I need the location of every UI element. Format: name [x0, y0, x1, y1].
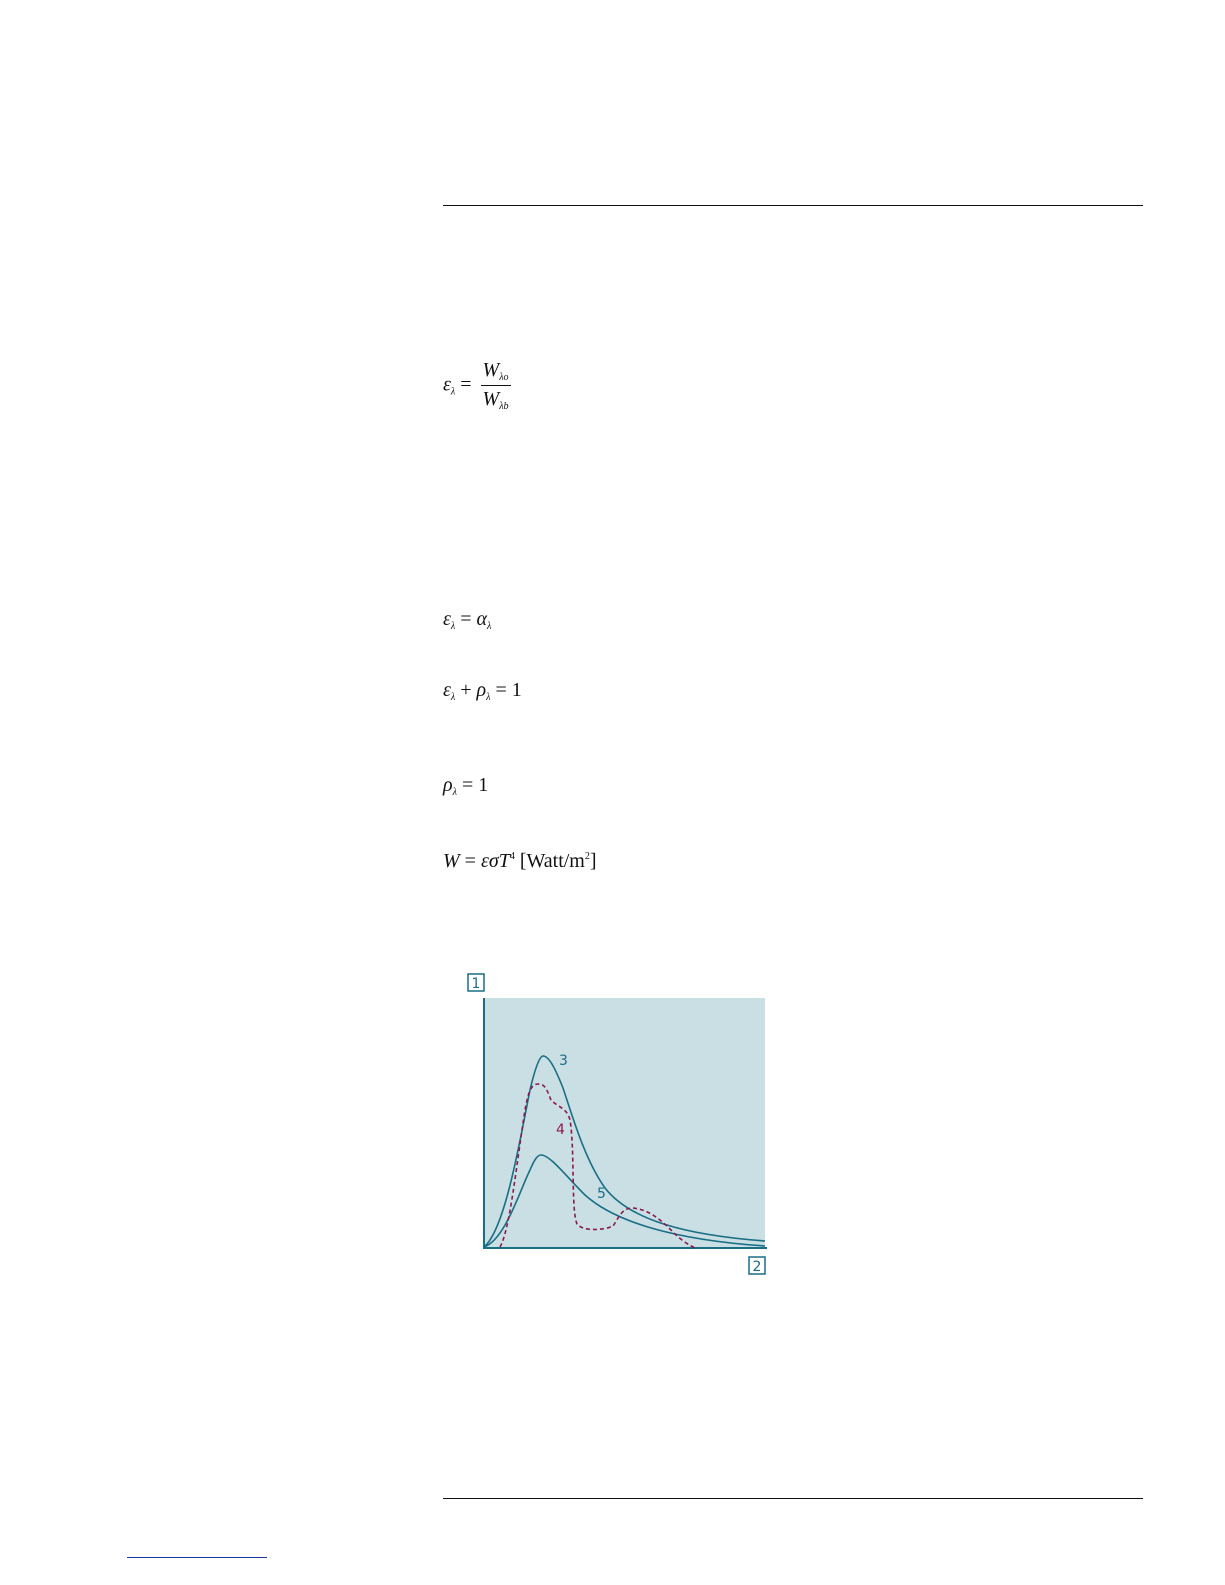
y-axis-label: 1: [471, 976, 481, 992]
plot-background: [485, 998, 765, 1248]
fraction: $\frac{W_{\lambda o}}{W_{\lambda b}}$: [482, 359, 509, 412]
curve-label-blackbody: 3: [559, 1053, 568, 1069]
curve-label-selective: 4: [556, 1122, 565, 1138]
figure-svg: [455, 960, 795, 1305]
curve-label-greybody: 5: [597, 1186, 606, 1202]
spectral-emittance-figure: [455, 960, 795, 1305]
x-axis-label: 2: [752, 1259, 762, 1275]
equation-opaque-material: $\varepsilon_\lambda + \rho_\lambda = 1$: [443, 679, 522, 703]
equation-stefan-boltzmann-greybody: W = εσT$^4$ $[Watt/m^2]$: [443, 850, 597, 872]
footer-link-underline[interactable]: [127, 1557, 267, 1558]
equation-spectral-emissivity: $\varepsilon_\lambda$ = $\frac{W_{\lambda o}}{W_{\lambda b}}$: [443, 359, 509, 412]
footer-rule: [443, 1498, 1143, 1499]
header-rule: [443, 205, 1143, 206]
equation-perfect-mirror: $\rho_\lambda = 1$: [443, 774, 489, 798]
equation-kirchhoff: $\varepsilon_\lambda = \alpha_\lambda$: [443, 608, 492, 632]
